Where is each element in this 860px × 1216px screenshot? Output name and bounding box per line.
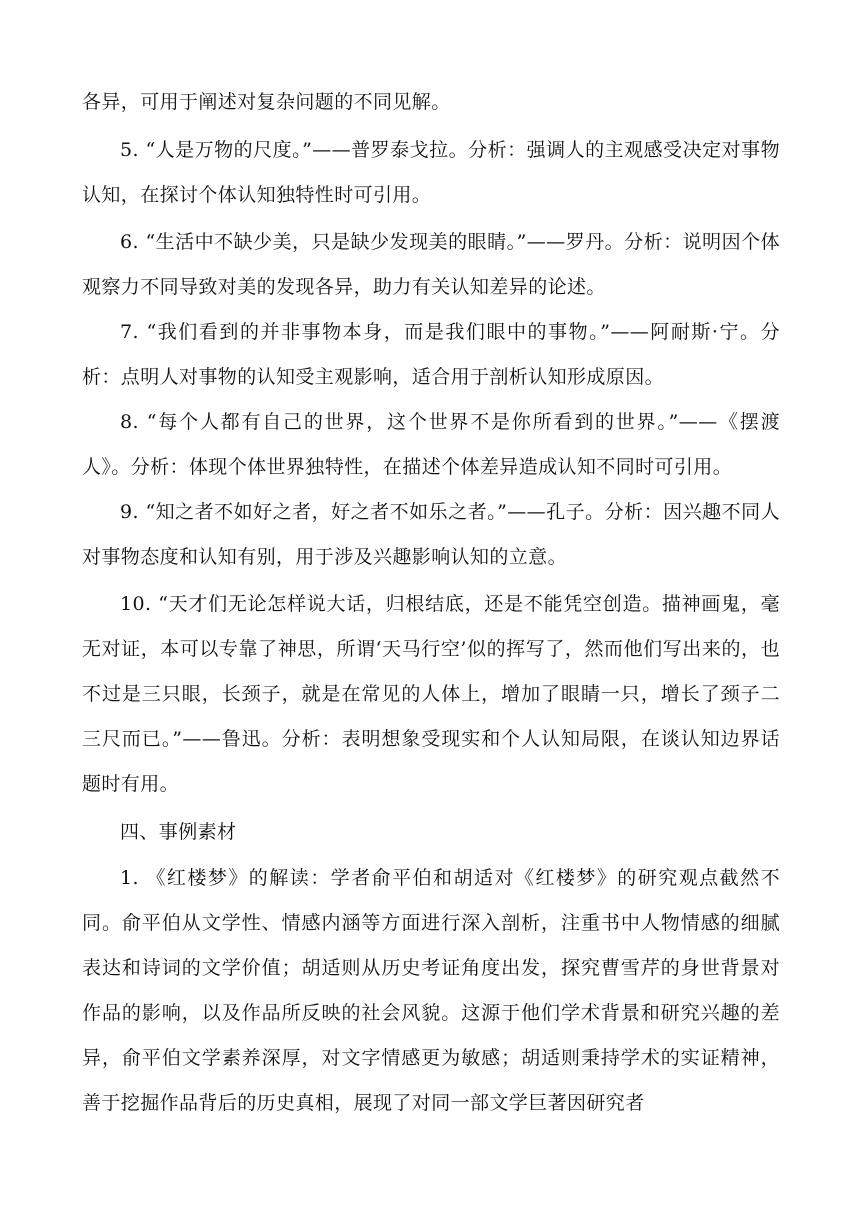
quote-item-7: 7. “我们看到的并非事物本身，而是我们眼中的事物。”——阿耐斯·宁。分析：点明人对事物的认知受主观影响，适合用于剖析认知形成原因。: [82, 321, 780, 388]
example-item-1: 1. 《红楼梦》的解读：学者俞平伯和胡适对《红楼梦》的研究观点截然不同。俞平伯从文学性、情感内涵等方面进行深入剖析，注重书中人物情感的细腻表达和诗词的文学价值；胡适则从历史考证角度出发，探究曹雪芹的身世背景对作品的影响，以及作品所反映的社会风貌。这源于他们学术背景和研究兴趣的差异，俞平伯文学素养深厚，对文字情感更为敏感；胡适则秉持学术的实证精神，善于挖掘作品背后的历史真相，展现了对同一部文学巨著因研究者: [82, 867, 780, 1114]
quote-item-9: 9. “知之者不如好之者，好之者不如乐之者。”——孔子。分析：因兴趣不同人对事物态度和认知有别，用于涉及兴趣影响认知的立意。: [82, 501, 780, 568]
quote-item-5: 5. “人是万物的尺度。”——普罗泰戈拉。分析：强调人的主观感受决定对事物认知，在探讨个体认知独特性时可引用。: [82, 139, 780, 206]
quote-item-6: 6. “生活中不缺少美，只是缺少发现美的眼睛。”——罗丹。分析：说明因个体观察力不同导致对美的发现各异，助力有关认知差异的论述。: [82, 231, 780, 298]
quote-item-10: 10. “天才们无论怎样说大话，归根结底，还是不能凭空创造。描神画鬼，毫无对证，本可以专靠了神思，所谓‘天马行空’似的挥写了，然而他们写出来的，也不过是三只眼，长颈子，就是在常见的人体上，增加了眼睛一只，增长了颈子二三尺而已。”——鲁迅。分析：表明想象受现实和个人认知局限，在谈认知边界话题时有用。: [82, 593, 780, 795]
section-heading-examples: 四、事例素材: [120, 821, 237, 843]
paragraph-continuation: 各异，可用于阐述对复杂问题的不同见解。: [82, 91, 451, 113]
quote-item-8: 8. “每个人都有自己的世界，这个世界不是你所看到的世界。”——《摆渡人》。分析：体现个体世界独特性，在描述个体差异造成认知不同时可引用。: [82, 411, 780, 478]
